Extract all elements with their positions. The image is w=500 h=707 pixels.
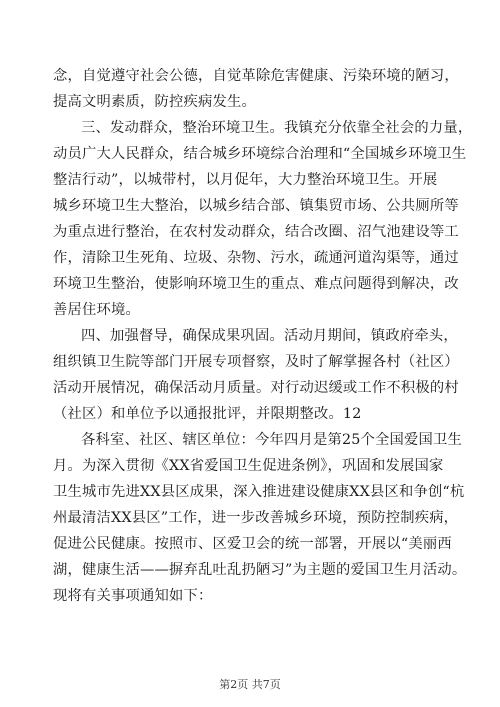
text-line: 作，清除卫生死角、垃圾、杂物、污水，疏通河道沟渠等，通过 <box>53 250 459 266</box>
text-line: 城乡环境卫生大整治，以城乡结合部、镇集贸市场、公共厕所等 <box>53 198 459 214</box>
paragraph-heading-4: 四、加强督导，确保成果巩固。活动月期间，镇政府牵头， <box>81 328 458 344</box>
text-line: 月。为深入贯彻《XX省爱国卫生促进条例》，巩固和发展国家 <box>53 458 444 474</box>
notice-salutation: 各科室、社区、辖区单位：今年四月是第25个全国爱国卫生 <box>81 432 463 448</box>
page-number-footer: 第2页 共7页 <box>219 678 281 691</box>
text-line: （社区）和单位予以通报批评，并限期整改。12 <box>53 406 362 422</box>
text-line: 整洁行动”，以城带村，以月促年，大力整治环境卫生。开展 <box>53 172 438 188</box>
text-line: 提高文明素质，防控疾病发生。 <box>53 94 256 110</box>
text-line: 活动开展情况，确保活动月质量。对行动迟缓或工作不积极的村 <box>53 380 459 396</box>
text-line: 环境卫生整治，使影响环境卫生的重点、难点问题得到解决，改 <box>53 276 459 292</box>
text-line: 组织镇卫生院等部门开展专项督察，及时了解掌握各村（社区） <box>53 354 459 370</box>
text-line: 为重点进行整治，在农村发动群众，结合改圈、沼气池建设等工 <box>53 224 459 240</box>
text-line: 念，自觉遵守社会公德，自觉革除危害健康、污染环境的陋习， <box>53 68 459 84</box>
text-line: 促进公民健康。按照市、区爱卫会的统一部署，开展以“美丽西 <box>53 536 452 552</box>
text-line: 现将有关事项通知如下： <box>53 588 213 604</box>
text-line: 州最清洁XX县区”工作，进一步改善城乡环境，预防控制疾病， <box>53 510 459 526</box>
text-line: 卫生城市先进XX县区成果，深入推进建设健康XX县区和争创“杭 <box>53 484 465 500</box>
text-line: 湖，健康生活——摒弃乱吐乱扔陋习”为主题的爱国卫生月活动。 <box>53 562 467 578</box>
text-line: 动员广大人民群众，结合城乡环境综合治理和“全国城乡环境卫生 <box>53 146 467 162</box>
text-line: 善居住环境。 <box>53 302 140 318</box>
paragraph-heading-3: 三、发动群众，整治环境卫生。我镇充分依靠全社会的力量， <box>81 120 473 136</box>
